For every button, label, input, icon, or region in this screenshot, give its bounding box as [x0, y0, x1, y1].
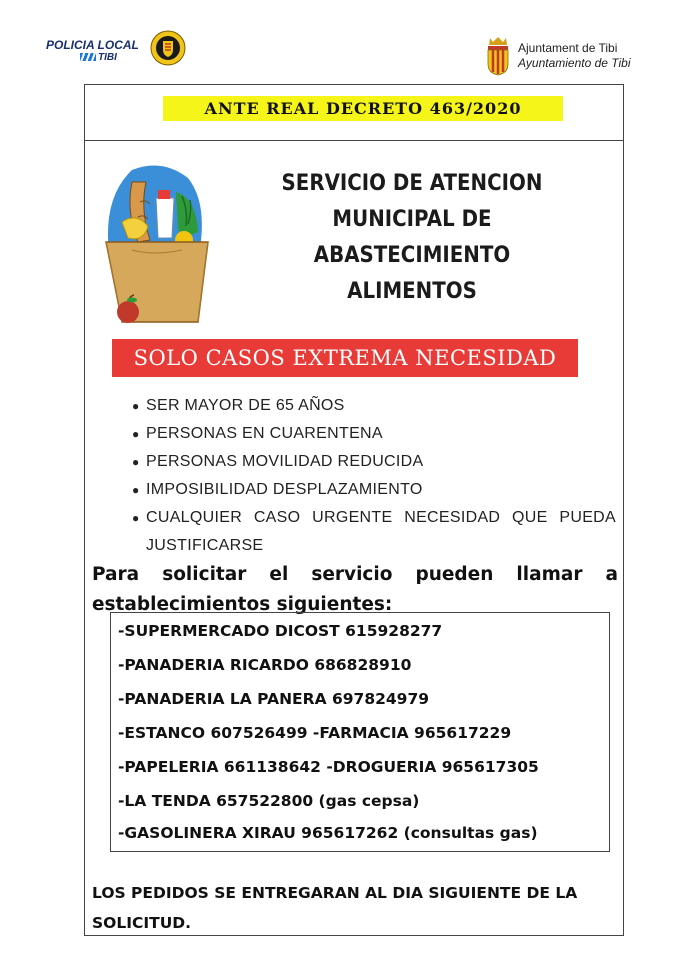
shop-entry: -PAPELERIA 661138642 -DROGUERIA 965617305 [118, 758, 539, 776]
shop-entry: -PANADERIA LA PANERA 697824979 [118, 690, 430, 708]
list-item [132, 422, 620, 450]
list-item [132, 506, 620, 560]
town-hall-name-valencian: Ajuntament de Tibi [518, 41, 618, 55]
police-logo-text: POLICIA LOCAL [46, 38, 139, 52]
delivery-note: LOS PEDIDOS SE ENTREGARAN AL DIA SIGUIENTE DE LA SOLICITUD. [92, 884, 578, 932]
bullet-icon: ● [132, 399, 140, 413]
criteria-text: PERSONAS MOVILIDAD REDUCIDA [146, 453, 424, 470]
service-title-line: SERVICIO DE ATENCION [281, 171, 543, 196]
bullet-icon: ● [132, 511, 140, 525]
list-item [132, 394, 620, 422]
town-crest-icon [484, 36, 512, 76]
shop-entry: -SUPERMERCADO DICOST 615928277 [118, 622, 443, 640]
shop-entry: -LA TENDA 657522800 (gas cepsa) [118, 792, 420, 810]
service-title-line: MUNICIPAL DE [332, 207, 492, 232]
service-title-line: ABASTECIMIENTO [313, 243, 511, 268]
criteria-text: CUALQUIER CASO URGENTE NECESIDAD QUE PUEDA JUSTIFICARSE [146, 509, 616, 554]
bullet-icon: ● [132, 427, 140, 441]
list-item [132, 450, 620, 478]
criteria-text: SER MAYOR DE 65 AÑOS [146, 397, 345, 414]
police-logo-sub: TIBI [98, 52, 117, 63]
shop-entry: -ESTANCO 607526499 -FARMACIA 965617229 [118, 724, 512, 742]
police-logo-stripes [80, 53, 96, 61]
bullet-icon: ● [132, 483, 140, 497]
criteria-text: PERSONAS EN CUARENTENA [146, 425, 383, 442]
grocery-bag-icon [92, 162, 222, 327]
service-title-line: ALIMENTOS [347, 279, 477, 304]
shop-entry: -PANADERIA RICARDO 686828910 [118, 656, 412, 674]
criteria-list [132, 394, 620, 560]
list-item [132, 478, 620, 506]
criteria-text: IMPOSIBILIDAD DESPLAZAMIENTO [146, 481, 423, 498]
request-instructions: Para solicitar el servicio pueden llamar a establecimientos siguientes: [92, 564, 618, 615]
decree-heading: ANTE REAL DECRETO 463/2020 [163, 96, 563, 121]
frame-divider [84, 140, 624, 141]
bullet-icon: ● [132, 455, 140, 469]
police-badge-icon [150, 30, 186, 66]
service-title [255, 166, 568, 310]
shop-entry: -GASOLINERA XIRAU 965617262 (consultas gas) [118, 824, 538, 842]
extreme-need-banner: SOLO CASOS EXTREMA NECESIDAD [112, 339, 578, 377]
town-hall-name-spanish: Ayuntamiento de Tibi [518, 56, 631, 70]
